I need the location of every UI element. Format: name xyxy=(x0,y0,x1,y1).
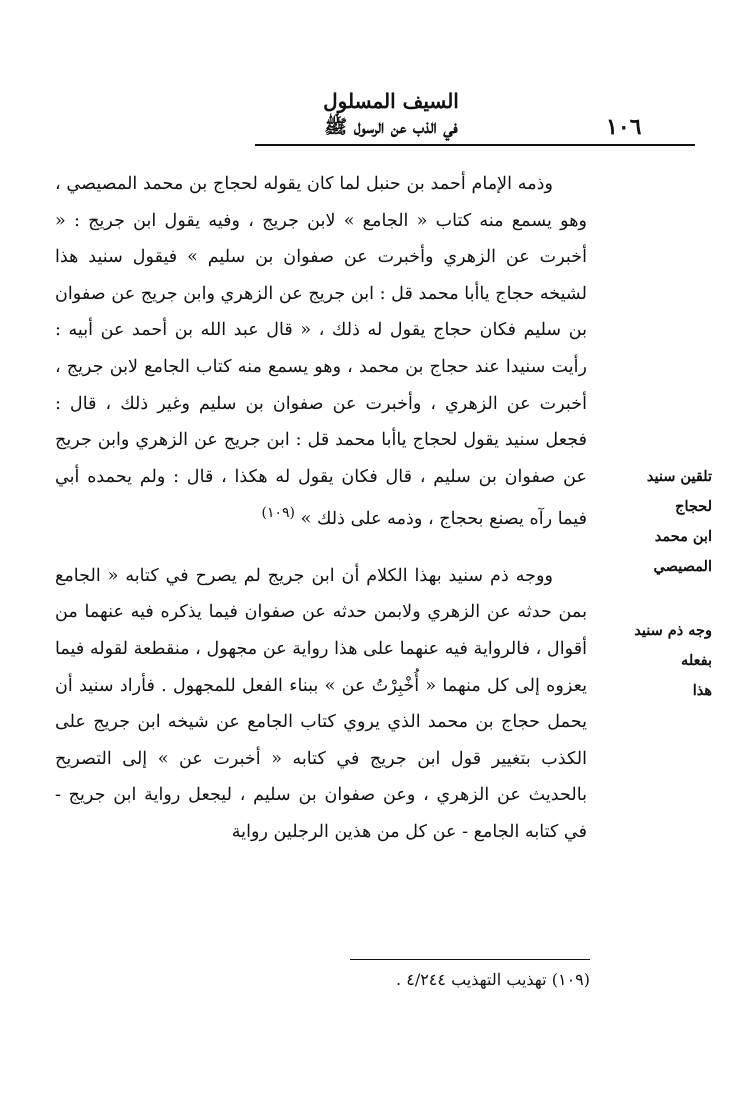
book-title-line1: السيف المسلول xyxy=(323,89,459,113)
margin-note-line: هذا xyxy=(692,682,712,699)
footnote: (١٠٩) تهذيب التهذيب ٤/٢٤٤ . xyxy=(396,970,590,989)
footnote-rule xyxy=(350,959,590,960)
paragraph-2: ووجه ذم سنيد بهذا الكلام أن ابن جريج لم يصرح في كتابه « الجامع بمن حدثه عن الزهري ولابمن حدثه عن صفوان فيما يذكره فيه عنهما من أقوال ، فالرواية فيه عنهما على هذا رواية عن مجهول ، منقطعة لقوله فيما يعزوه إلى كل منهما « أُخْبِرْتُ عن » ببناء الفعل للمجهول . فأراد سنيد أن يحمل حجاج بن محمد الذي يروي كتاب الجامع عن شيخه ابن جريج على الكذب بتغيير قول ابن جريج في كتابه « أخبرت عن » إلى التصريح بالحديث عن الزهري ، وعن صفوان بن سليم ، ليجعل رواية ابن جريج - في كتابه الجامع - عن كل من هذين الرجلين رواية xyxy=(55,565,587,842)
margin-note-1 xyxy=(612,462,712,582)
page-number: ١٠٦ xyxy=(606,114,642,140)
margin-note-line: وجه ذم سنيد بفعله xyxy=(634,622,712,669)
margin-note-line: المصيصي xyxy=(653,558,712,575)
paragraph-1-text: وذمه الإمام أحمد بن حنبل لما كان يقوله لحجاج بن محمد المصيصي ، وهو يسمع منه كتاب « الجامع » لابن جريج ، وفيه يقول ابن جريج : « أخبرت عن الزهري وأخبرت عن صفوان بن سليم » فيقول سنيد هذا لشيخه حجاج ياأبا محمد قل : ابن جريج عن الزهري وابن جريج عن صفوان بن سليم فكان حجاج يقول له ذلك ، « قال عبد الله بن أحمد عن أبيه : رأيت سنيدا عند حجاج بن محمد ، وهو يسمع منه كتاب الجامع لابن جريج ، أخبرت عن الزهري ، وأخبرت عن صفوان بن سليم وغير ذلك ، قال : فجعل سنيد يقول لحجاج ياأبا محمد قل : ابن جريج عن الزهري وابن جريج عن صفوان بن سليم ، قال فكان يقول له هكذا ، قال : ولم يحمده أبي فيما رآه يصنع بحجاج ، وذمه على ذلك » xyxy=(55,174,587,530)
header-rule xyxy=(255,144,695,146)
margin-note-line: تلقين سنيد لحجاج xyxy=(646,468,712,515)
running-header-title xyxy=(276,88,506,140)
book-title-line2: في الذب عن الرسول ﷺ xyxy=(324,116,458,138)
paragraph-1 xyxy=(55,166,587,538)
margin-note-line: ابن محمد xyxy=(654,528,712,545)
main-text xyxy=(55,166,587,851)
margin-note-2 xyxy=(612,616,712,706)
footnote-reference[interactable]: (١٠٩) xyxy=(261,505,296,522)
